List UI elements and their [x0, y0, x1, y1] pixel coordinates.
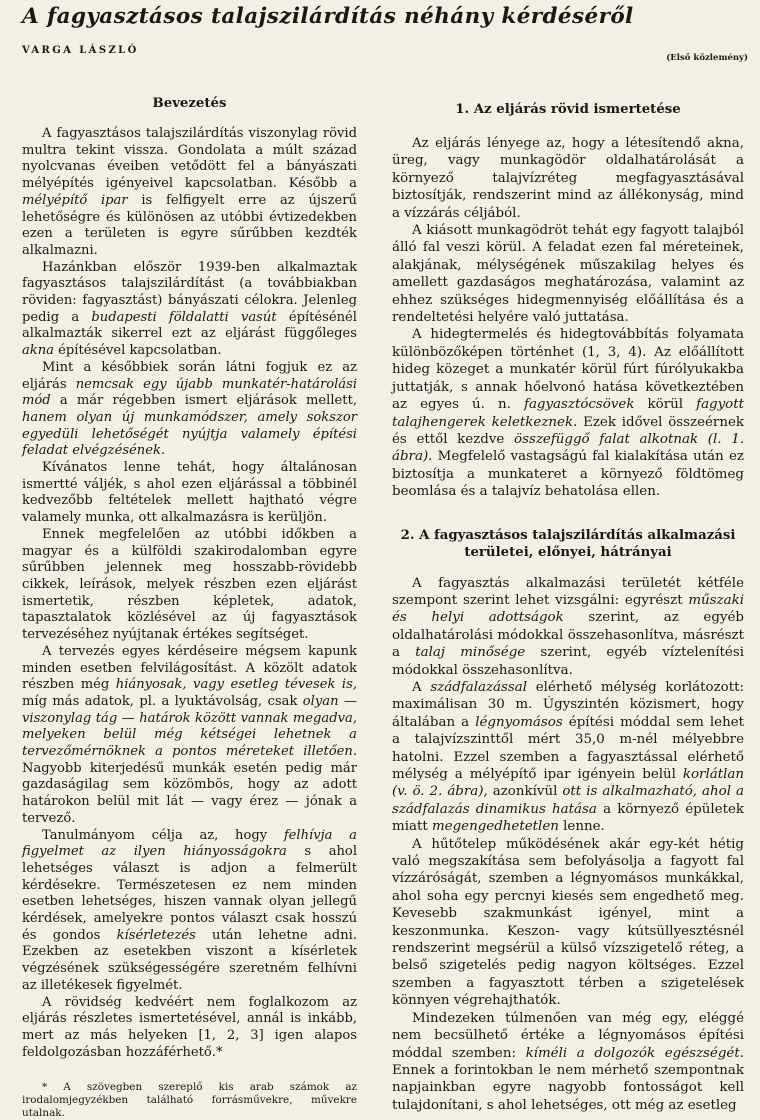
paragraph [392, 1010, 744, 1114]
paragraph [22, 460, 357, 527]
text-run: Kívánatos lenne tehát, hogy általánosan ismertté váljék, s ahol ezen eljárással a többinél kedvezőbb feltételek mellett hajtható végre valamely munka, ott alkalmazásra is kerüljön. [22, 460, 357, 526]
text-run: is felfigyelt erre az újszerű lehetőségre és különösen az utóbbi évtizedekben ezen a területen is egyre sűrűbben kezdték alkalmazni. [22, 192, 357, 258]
text-run: Ennek megfelelően az utóbbi időkben a magyar és a külföldi szakirodalomban egyre sűrűbben jelennek meg hosszabb-rövidebb cikkek, leírások, melyek részben ezen eljárást ismertetik, részben képletek, adatok, tapasztalatok közlésével az új fagyasztások tervezéséhez nyújtanak értékes segítséget. [22, 526, 357, 643]
paragraph [392, 836, 744, 1010]
text-run: Az eljárás lényege az, hogy a létesítendő akna, üreg, vagy munkagödör oldalhatárolását a környező talajvízréteg megfagyasztásával biztosítják, rendszerint mind az állékonyság, mind a vízzárás céljából. [392, 136, 744, 221]
emphasis: olyan — viszonylag tág — határok között vannak megadva, melyeken belül még kétségei lehetnek a tervezőmérnöknek a pontos méreteket illetően. [22, 693, 357, 760]
paragraph [22, 260, 357, 360]
paragraph [392, 679, 744, 836]
text-run: A hűtőtelep működésének akár egy-két hétig való megszakítása sem befolyásolja a fagyott fal vízzáróságát, szemben a légnyomásos munkákkal, ahol soha egy percnyi kiesés sem engedhető meg. Kevesebb szakmunkást igényel, mint a keszonmunka. Keszon- vagy kútsüllyesztésnél rendszerint megsérül a külső vízszigetelő réteg, a belső szigetelés pedig nagyon költséges. Ezzel szemben a fagyasztott térben a szigetelések könnyen végrehajthatók. [392, 836, 744, 1009]
right-column [392, 92, 744, 1114]
installment-note: (Első közlemény) [666, 53, 748, 63]
paragraph [22, 828, 357, 995]
text-run: A fagyasztásos talajszilárdítás viszonylag rövid multra tekint vissza. Gondolata a múlt század nyolcvanas éveiben vetődött fel a bányászati mélyépítés igényeivel kapcsolatban. Később a [22, 126, 357, 192]
article-title: A fagyasztásos talajszilárdítás néhány kérdéséről [22, 4, 634, 29]
introduction-text [22, 126, 357, 1061]
text-run: Ennek a forintokban le nem mérhető szempontnak napjainkban egyre nagyobb fontosságot kell tulajdonítani, s ahol lehetséges, ott még az esetleg [392, 1062, 744, 1113]
text-run: a már régebben ismert eljárások mellett, [50, 393, 357, 409]
text-run: s ahol lehetséges választ is adjon a felmerült kérdésekre. Természetesen ez nem minden esetben lehetséges, hiszen vannak olyan jellegű kérdések, amelyekre pontos választ csak hosszú és gondos [22, 844, 358, 943]
emphasis: talaj minősége [415, 645, 526, 661]
paragraph [22, 644, 357, 828]
emphasis: hanem olyan új munkamódszer, amely sokszor egyedüli lehetőségét nyújtja valamely építési feladat elvégzésének. [22, 409, 357, 459]
text-run: elérhető mélység korlátozott: maximálisan 30 m. Úgyszintén közismert, hogy általában a [392, 679, 744, 730]
emphasis: korlátlan (v. ö. 2. ábra), [392, 767, 744, 800]
author-name: VARGA LÁSZLÓ [22, 45, 139, 56]
emphasis: szádfalazással [430, 679, 528, 695]
paragraph [392, 135, 744, 222]
section-heading-1: 1. Az eljárás rövid ismertetése [455, 102, 681, 117]
text-run: azonkívül [487, 784, 563, 800]
text-run: A tervezés egyes kérdéseire mégsem kapunk minden esetben felvilágosítást. A közölt adatok részben még [22, 643, 357, 693]
paragraph [22, 126, 357, 260]
text-run: körül [634, 397, 697, 413]
text-run: A [412, 679, 431, 695]
section-heading-introduction: Bevezetés [152, 96, 227, 111]
paragraph [22, 527, 357, 644]
emphasis: megengedhetetlen [431, 819, 559, 835]
paragraph [22, 360, 357, 460]
text-run: míg más adatok, pl. a lyuktávolság, csak [22, 693, 303, 709]
emphasis: mélyépítő ipar [22, 192, 128, 208]
text-run: Megfelelő vastagságú fal kialakítása után ez biztosítja a munkateret a környező földtömeg beomlása és a talajvíz behatolása ellen. [392, 449, 744, 500]
paragraph [22, 995, 357, 1062]
text-run: Nagyobb kiterjedésű munkák esetén pedig már gazdaságilag sem közömbös, hogy az adott határokon belül mit lát — vagy érez — jónak a tervező. [22, 760, 357, 826]
emphasis: összefüggő falat alkotnak (l. 1. ábra). [392, 431, 744, 465]
section-1-text [392, 135, 744, 501]
footnote: * A szövegben szereplő kis arab számok az irodalomjegyzékben található forrásművekre, művekre utalnak. [22, 1081, 357, 1120]
emphasis: nemcsak egy újabb munkatér-határolási mód [22, 376, 358, 409]
left-column [22, 92, 357, 1120]
text-run: építésénél alkalmazták sikerrel ezt az eljárást függőleges [22, 309, 357, 342]
emphasis: fagyott talajhengerek keletkeznek. [392, 397, 745, 430]
text-run: Hazánkban először 1939-ben alkalmaztak fagyasztásos talajszilárdítást (a továbbiakban röviden: fagyasztást) bányászati célokra. Jelenleg pedig a [22, 259, 357, 325]
emphasis: budapesti földalatti vasút [91, 309, 277, 325]
paragraph [392, 326, 744, 500]
emphasis: kíméli a dolgozók egészségét. [525, 1045, 744, 1061]
text-run: A fagyasztás alkalmazási területét kétféle szempont szerint lehet vizsgálni: egyrészt [392, 575, 744, 608]
text-run: Mindezeken túlmenően van még egy, eléggé nem becsülhető értéke a légnyomásos építési móddal szemben: [392, 1010, 744, 1061]
text-run: építési móddal sem lehet a talajvízszinttől mért 35,0 m-nél mélyebbre hatolni. Ezzel szemben a fagyasztással elérhető mélység a mélyépítő ipar igényein belül [392, 714, 744, 782]
emphasis: felhívja a figyelmet az ilyen hiányosságokra [22, 827, 357, 860]
text-run: Ezek idővel összeérnek és ettől kezdve [392, 414, 744, 447]
text-run: A kiásott munkagödröt tehát egy fagyott talajból álló fal veszi körül. A feladat ezen fal méreteinek, alakjának, mélységének műszakilag helyes és amellett gazdaságos meghatározása, valamint az ehhez szükséges hidegmennyiség előállítása és a rendeltetési helyére való juttatása. [392, 223, 744, 326]
paragraph [392, 575, 744, 679]
emphasis: hiányosak, vagy esetleg tévesek is, [115, 677, 357, 693]
text-run: A hidegtermelés és hidegtovábbítás folyamata különbözőképen történhet (1, 3, 4). Az előállított hideg közeget a munkatér körül fúrt fúrólyukakba juttatják, s annak hőelvonó hatása következtében az egyes ú. n. [392, 327, 744, 413]
text-run: lenne. [558, 819, 605, 835]
section-heading-2: 2. A fagyasztásos talajszilárdítás alkalmazási területei, előnyei, hátrányai [400, 527, 736, 560]
emphasis: műszaki és helyi adottságok [392, 592, 744, 626]
paragraph [392, 222, 744, 326]
emphasis: ott is alkalmazható, ahol a szádfalazás dinamikus hatása [392, 784, 744, 817]
emphasis: kísérletezés [116, 927, 196, 943]
section-2-text [392, 575, 744, 1115]
text-run: szerint, az egyéb oldalhatárolási módokkal összehasonlítva, másrészt a [392, 610, 744, 661]
emphasis: légnyomásos [475, 714, 563, 730]
emphasis: akna [22, 343, 54, 359]
text-run: Mint a későbbiek során látni fogjuk ez az eljárás [22, 359, 357, 392]
text-run: Tanulmányom célja az, hogy [42, 827, 284, 843]
text-run: a környező épületek miatt [392, 801, 744, 835]
text-run: A rövidség kedvéért nem foglalkozom az eljárás részletes ismertetésével, annál is inkább, mert az más helyeken [1, 2, 3] igen alapos feldolgozásban hozzáférhető.* [22, 994, 357, 1060]
text-run: szerint, egyéb víztelenítési módokkal összehasonlítva. [392, 645, 744, 678]
text-run: építésével kapcsolatban. [53, 343, 222, 359]
text-run: után lehetne adni. Ezekben az esetekben viszont a kísérletek végzésének szükségességére szeretném felhívni az illetékesek figyelmét. [22, 927, 357, 993]
emphasis: fagyasztócsövek [523, 397, 635, 413]
